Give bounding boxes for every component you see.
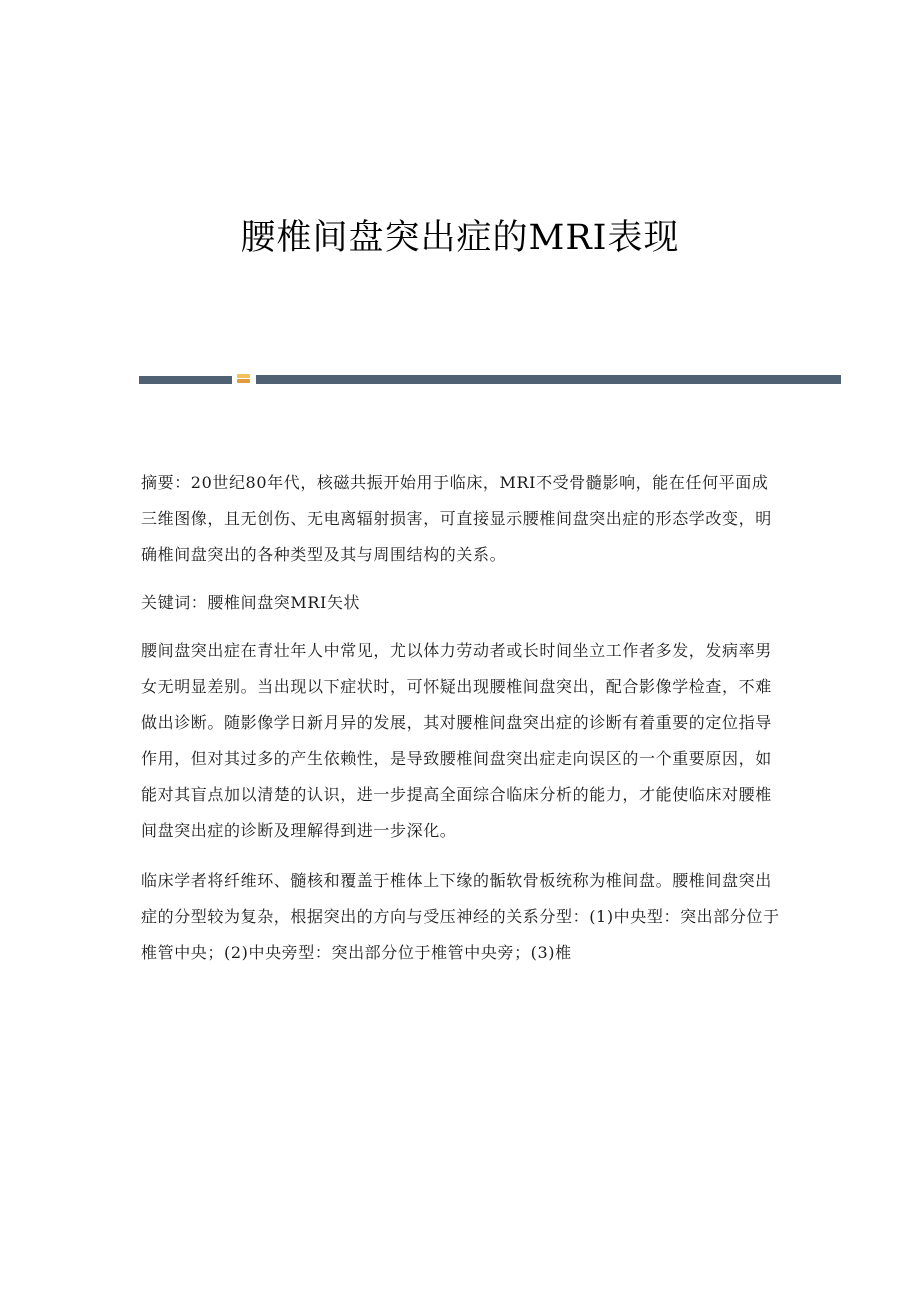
divider-bar-right bbox=[256, 375, 841, 384]
body-paragraph: 临床学者将纤维环、髓核和覆盖于椎体上下缘的骺软骨板统称为椎间盘。腰椎间盘突出症的分型较为复杂，根据突出的方向与受压神经的关系分型：(1)中央型：突出部分位于椎管中央；(2)中央旁型：突出部分位于椎管中央旁；(3)椎 bbox=[141, 871, 780, 962]
abstract-paragraph: 摘要：20世纪80年代，核磁共振开始用于临床，MRI不受骨髓影响，能在任何平面成三维图像，且无创伤、无电离辐射损害，可直接显示腰椎间盘突出症的形态学改变，明确椎间盘突出的各种类型及其与周围结构的关系。 bbox=[141, 473, 772, 564]
divider-bar-left bbox=[139, 376, 232, 384]
document-body bbox=[141, 465, 781, 987]
title-divider bbox=[139, 372, 841, 386]
body-paragraph: 腰间盘突出症在青壮年人中常见，尤以体力劳动者或长时间坐立工作者多发，发病率男女无明显差别。当出现以下症状时，可怀疑出现腰椎间盘突出，配合影像学检查，不难做出诊断。随影像学日新月异的发展，其对腰椎间盘突出症的诊断有着重要的定位指导作用，但对其过多的产生依赖性，是导致腰椎间盘突出症走向误区的一个重要原因，如能对其盲点加以清楚的认识，进一步提高全面综合临床分析的能力，才能使临床对腰椎间盘突出症的诊断及理解得到进一步深化。 bbox=[141, 641, 772, 840]
keywords-line: 关键词：腰椎间盘突MRI矢状 bbox=[141, 593, 361, 612]
document-title: 腰椎间盘突出症的MRI表现 bbox=[240, 218, 680, 258]
divider-ornament-icon bbox=[236, 372, 251, 385]
